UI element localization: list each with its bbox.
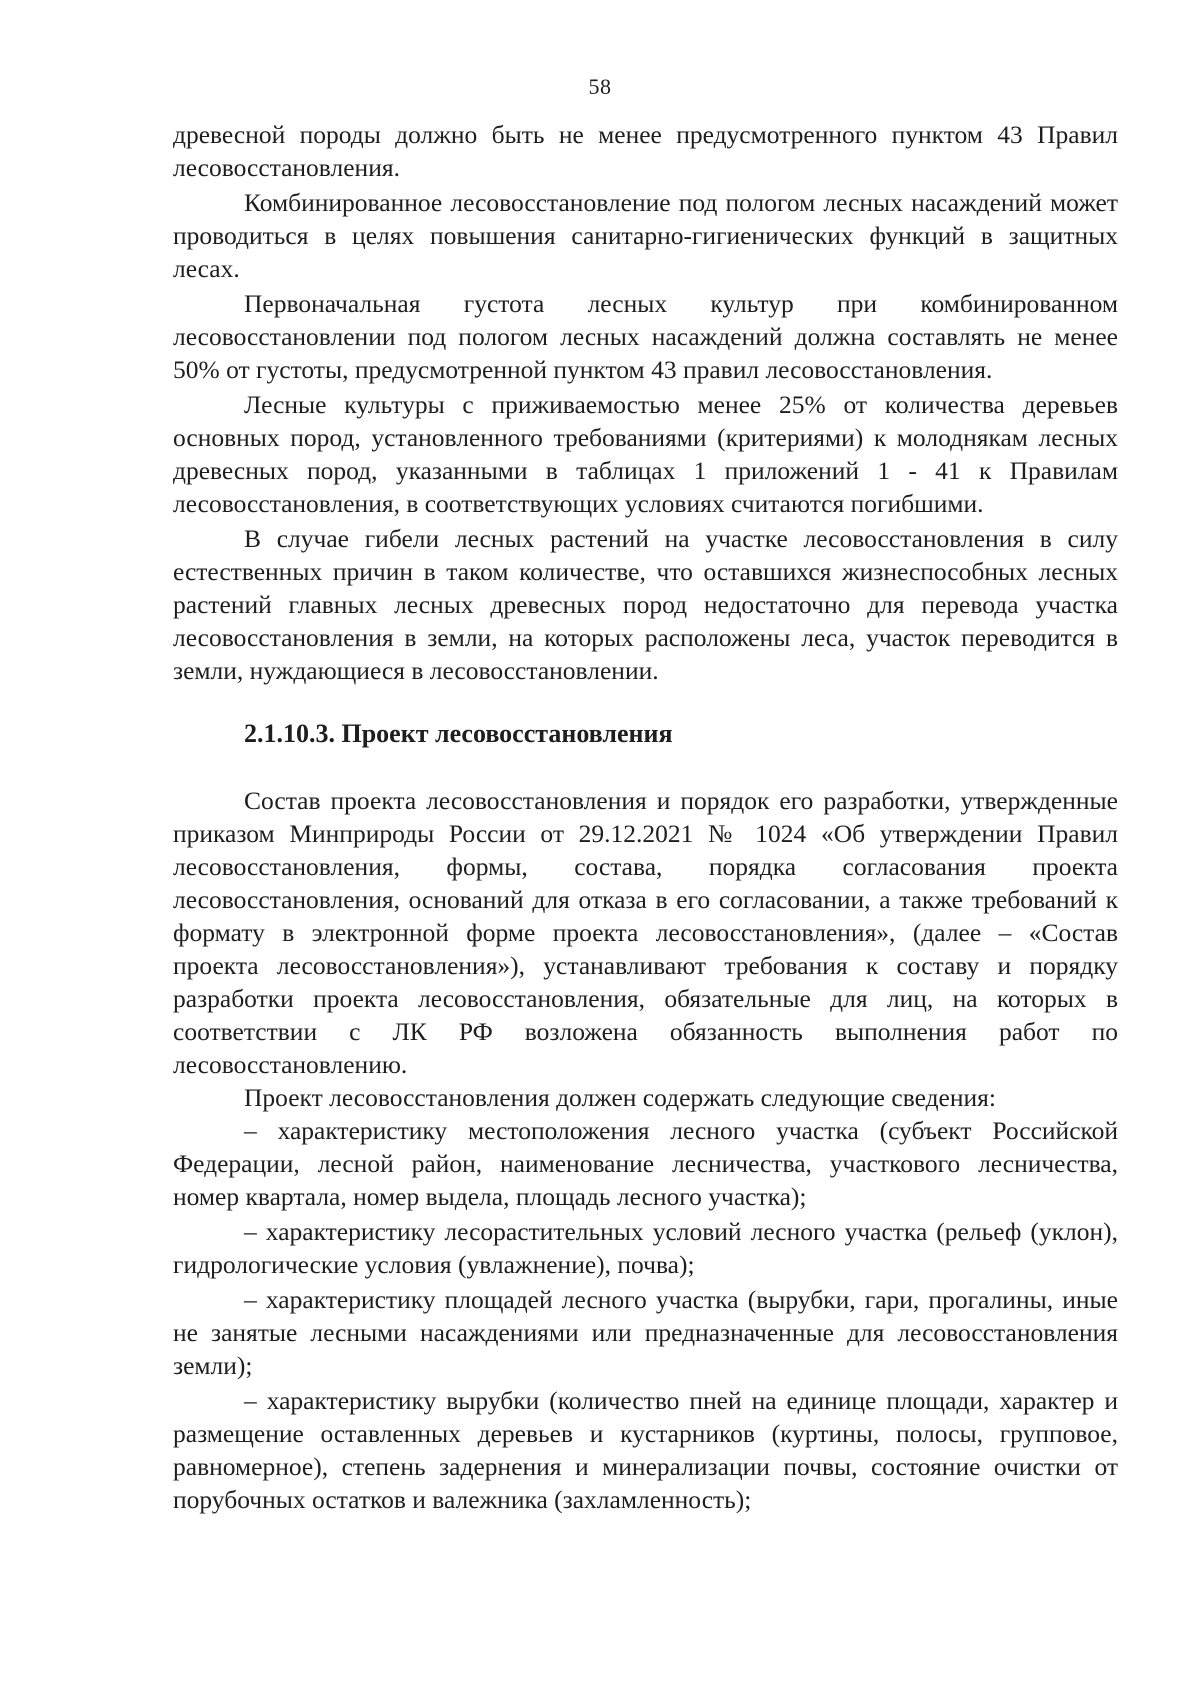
paragraph-plant-loss: В случае гибели лесных растений на участке лесовосстановления в силу естественных причин в таком количестве, что оставшихся жизнеспособных лесных растений главных лесных древесных пород недостаточно для перевода участка лесовосстановления в земли, на которых расположены леса, участок переводится в земли, нуждающиеся в лесовосстановлении. bbox=[173, 524, 1118, 685]
paragraph-project-contents: Проект лесовосстановления должен содержать следующие сведения: bbox=[244, 1083, 996, 1112]
paragraph-combined-restoration: Комбинированное лесовосстановление под пологом лесных насаждений может проводиться в целях повышения санитарно-гигиенических функций в защитных лесах. bbox=[173, 188, 1118, 283]
list-item: – характеристику вырубки (количество пней на единице площади, характер и размещение оставленных деревьев и кустарников (куртины, полосы, групповое, равномерное), степень задернения и минерализации почвы, состояние очистки от порубочных остатков и валежника (захламленность); bbox=[173, 1386, 1118, 1514]
paragraph-continuation: древесной породы должно быть не менее предусмотренного пунктом 43 Правил лесовосстановления. bbox=[173, 120, 1118, 182]
page-number: 58 bbox=[588, 74, 612, 99]
section-heading: 2.1.10.3. Проект лесовосстановления bbox=[244, 719, 673, 748]
paragraph-initial-density: Первоначальная густота лесных культур при комбинированном лесовосстановлении под пологом лесных насаждений должна составлять не менее 50% от густоты, предусмотренной пунктом 43 правил лесовосстановления. bbox=[173, 289, 1118, 384]
paragraph-survival-rate: Лесные культуры с приживаемостью менее 25% от количества деревьев основных пород, установленного требованиями (критериями) к молоднякам лесных древесных пород, указанными в таблицах 1 приложений 1 - 41 к Правилам лесовосстановления, в соответствующих условиях считаются погибшими. bbox=[173, 390, 1118, 518]
list-item: – характеристику площадей лесного участка (вырубки, гари, прогалины, иные не занятые лесными насаждениями или предназначенные для лесовосстановления земли); bbox=[173, 1285, 1118, 1380]
list-item: – характеристику местоположения лесного участка (субъект Российской Федерации, лесной район, наименование лесничества, участкового лесничества, номер квартала, номер выдела, площадь лесного участка); bbox=[173, 1116, 1118, 1211]
page-body bbox=[173, 118, 1118, 1516]
list-item: – характеристику лесорастительных условий лесного участка (рельеф (уклон), гидрологические условия (увлажнение), почва); bbox=[173, 1217, 1118, 1279]
paragraph-project-composition: Состав проекта лесовосстановления и порядок его разработки, утвержденные приказом Минприроды России от 29.12.2021 № 1024 «Об утверждении Правил лесовосстановления, формы, состава, порядка согласования проекта лесовосстановления, оснований для отказа в его согласовании, а также требований к формату в электронной форме проекта лесовосстановления», (далее – «Состав проекта лесовосстановления»), устанавливают требования к составу и порядку разработки проекта лесовосстановления, обязательные для лиц, на которых в соответствии с ЛК РФ возложена обязанность выполнения работ по лесовосстановлению. bbox=[173, 786, 1118, 1079]
